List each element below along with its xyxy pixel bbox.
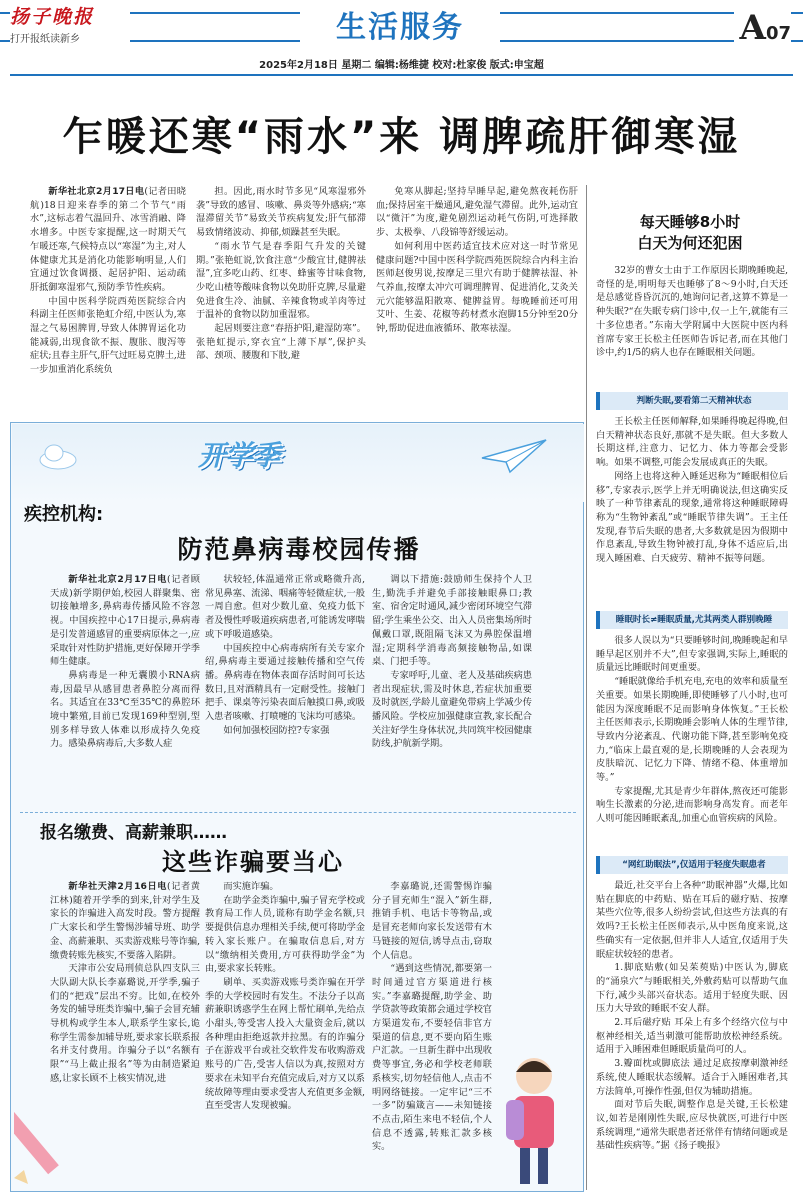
paragraph: 王长松主任医师解释,如果睡得晚起得晚,但白天精神状态良好,那就不是失眠。但大多数人长期这样,注意力、记忆力、体力等都会受影响。如果不调整,可能会发展成真正的失眠。 bbox=[596, 416, 788, 469]
side-headline-line-2: 白天为何还犯困 bbox=[637, 234, 743, 252]
paragraph: 面对节后失眠,调整作息是关键,王长松建议,如若是刚刚性失眠,应尽快就医,可进行中医系统调理,“通常失眠患者还常伴有情绪问题或是基础性疾病等。”据《扬子晚报》 bbox=[596, 1099, 788, 1152]
side-headline bbox=[590, 212, 790, 254]
slogan: 打开报纸读新乡 bbox=[10, 34, 80, 45]
article1-col-2 bbox=[205, 573, 365, 813]
side-section-3 bbox=[596, 879, 788, 1192]
dateline-lead: 新华社天津2月16日电 bbox=[68, 881, 168, 892]
paragraph: 李嘉璐说,还需警惕诈骗分子冒充师生“混入”新生群,推销手机、电话卡等物品,或是冒充老师向家长发送带有木马链接的短信,诱导点击,窃取个人信息。 bbox=[372, 881, 492, 961]
pencil-icon bbox=[14, 1098, 74, 1188]
paragraph: 2.耳后磁疗贴 耳朵上有多个经络穴位与中枢神经相关,适当刺激可能帮助放松神经系统。适用于入睡困难但睡眠质量尚可的人。 bbox=[596, 1017, 788, 1056]
paragraph: 1.脚底贴敷(如吴茱萸贴)中医认为,脚底的“涌泉穴”与睡眠相关,外敷药贴可以帮助气血下行,减少头部兴奋状态。适用于轻度失眠、因压力大导致的睡眠不安人群。 bbox=[596, 962, 788, 1015]
paragraph: 很多人误以为“只要睡够时间,晚睡晚起和早睡早起区别并不大”,但专家强调,实际上,睡眠的质量远比睡眠时间更重要。 bbox=[596, 635, 788, 674]
student-illustration-icon bbox=[488, 1050, 580, 1190]
paragraph: 免寒从脚起;坚持早睡早起,避免熬夜耗伤肝血;保持居室干燥通风,避免湿气滞留。此外,运动宜以“微汗”为度,避免剧烈运动耗气伤阴,可选择散步、太极拳、八段锦等舒缓运动。 bbox=[376, 186, 578, 239]
side-subhead-2: 睡眠时长≠睡眠质量,尤其两类人群别晚睡 bbox=[596, 611, 788, 629]
paragraph: 状较轻,体温通常正常或略微升高,常见鼻塞、流涕、咽痛等轻微症状,一般一周自愈。但对少数儿童、免疫力低下者及慢性呼吸道疾病患者,可能诱发哮喘或下呼吸道感染。 bbox=[205, 574, 365, 640]
article2-headline: 这些诈骗要当心 bbox=[162, 848, 344, 876]
main-headline: 乍暖还寒“雨水”来 调脾疏肝御寒湿 bbox=[62, 114, 741, 160]
paragraph: 新华社天津2月16日电(记者黄江林)随着开学季的到来,针对学生及家长的诈骗进入高发时段。警方提醒广大家长和学生警惕涉辅导班、助学金、高薪兼职、买卖游戏账号等诈骗,缴费转账先核实,不要落入陷阱。 bbox=[50, 881, 200, 961]
dateline: 2025年2月18日 星期二 编辑:杨维捷 校对:杜家俊 版式:申宝超 bbox=[259, 60, 544, 71]
paper-plane-icon bbox=[480, 436, 550, 476]
paragraph: 而实施诈骗。 bbox=[223, 881, 279, 892]
paragraph: 中国疾控中心病毒病所有关专家介绍,鼻病毒主要通过接触传播和空气传播。鼻病毒在物体表面存活时间可长达数日,且对酒精具有一定耐受性。接触门把手、课桌等污染表面后触摸口鼻,或吸入患者咳嗽、打喷嚏的飞沫均可感染。 bbox=[205, 642, 365, 723]
paragraph: “睡眠就像给手机充电,充电的效率和质量至关重要。如果长期晚睡,即使睡够了八小时,也可能因为深度睡眠不足而影响身体恢复。”王长松主任医师表示,长期晚睡会影响人体的生理节律,导致内分泌紊乱、代谢功能下降,甚至影响免疫力,“临床上最直观的是,长期晚睡的人会表现为皮肤暗沉、记忆力下降、情绪不稳、体重增加等。” bbox=[596, 676, 788, 784]
side-subhead-1: 判断失眠,要看第二天精神状态 bbox=[596, 392, 788, 410]
paragraph: 如何利用中医药适宜技术应对这一时节常见健康问题?中国中医科学院西苑医院综合内科主治医师赵俊男说,按摩足三里穴有助于健脾祛湿、补气养血,按摩太冲穴可调理脾胃、促进消化,艾灸关元穴能够温阳散寒、健脾益胃。每晚睡前还可用艾叶、生姜、花椒等药材煮水泡脚15分钟至20分钟,帮助促进血液循环、散寒祛湿。 bbox=[376, 240, 578, 335]
paragraph: 32岁的曹女士由于工作原因长期晚睡晚起,奇怪的是,明明每天也睡够了8～9小时,白天还是总感觉昏昏沉沉的,她询问记者,这算不算是一种失眠?“在失眠专病门诊中,仅一上午,就能有三十多位患者。”东南大学附属中大医院中医内科首席专家王长松主任医师告诉记者,而在其他门诊中,约1/5的病人也存在睡眠相关问题。 bbox=[596, 265, 788, 359]
page-number bbox=[734, 8, 791, 54]
masthead bbox=[10, 6, 130, 50]
paragraph: 网络上也将这种入睡延迟称为“睡眠相位后移”,专家表示,医学上并无明确说法,但这确实反映了一种节律紊乱的现象,通常将这种睡眠障碍称为“生物钟紊乱”或“睡眠节律失调”。王主任发现,春节后失眠的患者,大多数就是因为假期中作息紊乱,导致生物钟被打乱,身体不适应后,出现入睡困难、白天疲劳、精神不振等问题。 bbox=[596, 470, 788, 565]
paragraph: “遇到这些情况,都要第一时间通过官方渠道进行核实。”李嘉璐提醒,助学金、助学贷款等政策都会通过学校官方渠道发布,不要轻信非官方渠道的信息,更不要向陌生账户汇款。一旦新生群中出现收费等事宜,务必和学校老师联系核实,切勿轻信他人,点击不明网络链接。一定牢记“三不一多”防骗箴言——未知链接不点击,陌生来电不轻信,个人信息不透露,转账汇款多核实。 bbox=[372, 963, 492, 1153]
page-letter: A bbox=[739, 8, 766, 48]
newspaper-logo: 扬子晚报 bbox=[10, 6, 95, 28]
side-section-2 bbox=[596, 634, 788, 852]
paragraph: 专家呼吁,儿童、老人及基础疾病患者出现症状,需及时休息,若症状加重要及时就医,学龄儿童避免带病上学减少传播风险。学校应加强健康宣教,家长配合关注好学生身体状况,共同筑牢校园健康防线,护航新学期。 bbox=[372, 669, 532, 750]
paragraph: 新华社北京2月17日电(记者田晓航)18日迎来春季的第二个节气“雨水”,这标志着气温回升、冰雪消融、降水增多。中医专家提醒,这一时期天气乍暖还寒,气候特点以“寒湿”为主,对人体健康尤其是消化功能影响明显,人们宜通过饮食调摄、起居护阳、运动疏肝抵御寒湿邪气,预防季节性疾病。 bbox=[30, 186, 186, 293]
article2-kicker: 报名缴费、高薪兼职…… bbox=[40, 823, 227, 843]
paragraph: 中国中医科学院西苑医院综合内科副主任医师张艳虹介绍,中医认为,寒湿之气易困脾胃,导致人体脾胃运化功能减弱,出现食欲不振、腹胀、腹泻等症状;且春主肝气,肝气过旺易克脾土,进一步加重消化系统负 bbox=[30, 295, 186, 376]
paragraph: 最近,社交平台上各种“助眠神器”火爆,比如贴在脚底的中药贴、贴在耳后的磁疗贴、按摩某些穴位等,很多人纷纷尝试,但这些方法真的有效吗?王长松主任医师表示,从中医角度来说,这些确实有一定依据,但并非人人适宜,仅适用于失眠症状较轻的患者。 bbox=[596, 880, 788, 960]
section-title: 生活服务 bbox=[300, 6, 500, 50]
paragraph: 起居则要注意“春捂护阳,避湿防寒”。张艳虹提示,穿衣宜“上薄下厚”,保护头部、颈项、腰腹和下肢,避 bbox=[196, 323, 366, 362]
article1-col-1 bbox=[50, 573, 200, 813]
main-article-col-2 bbox=[196, 185, 366, 417]
main-article-col-3 bbox=[376, 185, 578, 417]
paragraph: “雨水节气是春季阳气升发的关键期。”张艳虹说,饮食注意“少酸宜甘,健脾祛湿”,宜多吃山药、红枣、蜂蜜等甘味食物,少吃山楂等酸味食物以免助肝克脾,尽量避免进食生冷、油腻、辛辣食物或羊肉等过于温补的食物以防加重湿邪。 bbox=[196, 240, 366, 321]
paragraph: 3.瓣面枕或脚底法 通过足底按摩刺激神经系统,使人睡眠状态缓解。适合于入睡困难者,其方法简单,可操作性强,但仅为辅助措施。 bbox=[596, 1058, 788, 1097]
side-intro bbox=[596, 264, 788, 388]
box-divider bbox=[20, 812, 576, 813]
column-divider bbox=[586, 185, 587, 1190]
paragraph: 刷单、买卖游戏账号类诈骗在开学季的大学校园时有发生。不法分子以高薪兼职诱惑学生在网上帮忙刷单,先给点小甜头,等受害人投入大量资金后,就以各种理由拒绝返款并拉黑。有的诈骗分子在游戏平台或社交软件发布收购游戏账号的广告,受害人信以为真,按照对方要求在未知平台充值完成后,对方又以系统故障等理由要求受害人充值更多金额,直至受害人发现被骗。 bbox=[205, 976, 365, 1112]
dateline-lead: 新华社北京2月17日电 bbox=[68, 574, 168, 585]
paragraph: 在助学金类诈骗中,骗子冒充学校或教育局工作人员,谎称有助学金名额,只要提供信息办理相关手续,便可将助学金转入家长账户。在骗取信息后,对方以“缴纳相关费用,方可获得助学金”为由,要求家长转账。 bbox=[205, 894, 365, 975]
paragraph: 鼻病毒是一种无囊膜小RNA病毒,因最早从感冒患者鼻腔分离而得名。其适宜在33℃至35℃的鼻腔环境中繁殖,目前已发现169种型别,型别多样导致人体难以形成持久免疫力。感染鼻病毒后,大多数人症 bbox=[50, 669, 200, 750]
paragraph: 如何加强校园防控?专家强 bbox=[223, 724, 330, 736]
paragraph: 天津市公安局刑侦总队四支队三大队副大队长李嘉璐说,开学季,骗子们的“把戏”层出不穷。比如,在校外务发的辅导班类诈骗中,骗子会冒充辅导机构或学生本人,联系学生家长,诡称学生需参加辅导班,要求家长联系报名并支付费用。诈骗分子以“名额有限”“马上截止报名”等为由制造紧迫感,让家长顾不上核实情况,进 bbox=[50, 963, 200, 1084]
paragraph: 专家提醒,尤其是青少年群体,熬夜还可能影响生长激素的分泌,进而影响身高发育。而老年人则可能因睡眠紊乱,加重心血管疾病的风险。 bbox=[596, 785, 788, 825]
paragraph: 调以下措施:鼓励师生保持个人卫生,勤洗手并避免手部接触眼鼻口;教室、宿舍定时通风,减少密闭环境空气滞留;学生乘坐公交、出入人员密集场所时佩戴口罩,既阻隔飞沫又为鼻腔保温增湿;定期科学消毒高频接触物品,如课桌、门把手等。 bbox=[372, 574, 532, 668]
side-section-1 bbox=[596, 415, 788, 607]
side-subhead-3: “网红助眠法”,仅适用于轻度失眠患者 bbox=[596, 856, 788, 874]
school-season-logo: 开学季 bbox=[198, 439, 280, 472]
main-article-col-1 bbox=[30, 185, 186, 417]
paragraph: 新华社北京2月17日电(记者顾天成)新学期伊始,校园人群聚集、密切接触增多,鼻病毒传播风险不容忽视。中国疾控中心17日提示,鼻病毒是引发普通感冒的重要病原体之一,应采取针对性防护措施,更好保障开学季师生健康。 bbox=[50, 574, 200, 668]
side-headline-line-1: 每天睡够8小时 bbox=[639, 213, 741, 231]
article1-col-3 bbox=[372, 573, 532, 813]
article2-col-2 bbox=[205, 880, 365, 1170]
article1-kicker: 疾控机构: bbox=[24, 504, 104, 525]
cloud-icon bbox=[38, 438, 78, 472]
header-rule bbox=[10, 74, 793, 76]
paragraph: 担。因此,雨水时节多见“风寒湿邪外袭”导致的感冒、咳嗽、鼻炎等外感病;“寒湿滞留关节”易致关节疾病复发;肝气郁滞易致情绪波动、抑郁,烦躁甚至失眠。 bbox=[196, 186, 366, 239]
article1-headline: 防范鼻病毒校园传播 bbox=[177, 535, 421, 564]
article2-col-3 bbox=[372, 880, 492, 1170]
dateline-lead: 新华社北京2月17日电 bbox=[48, 186, 145, 197]
page-digits: 07 bbox=[765, 23, 791, 44]
